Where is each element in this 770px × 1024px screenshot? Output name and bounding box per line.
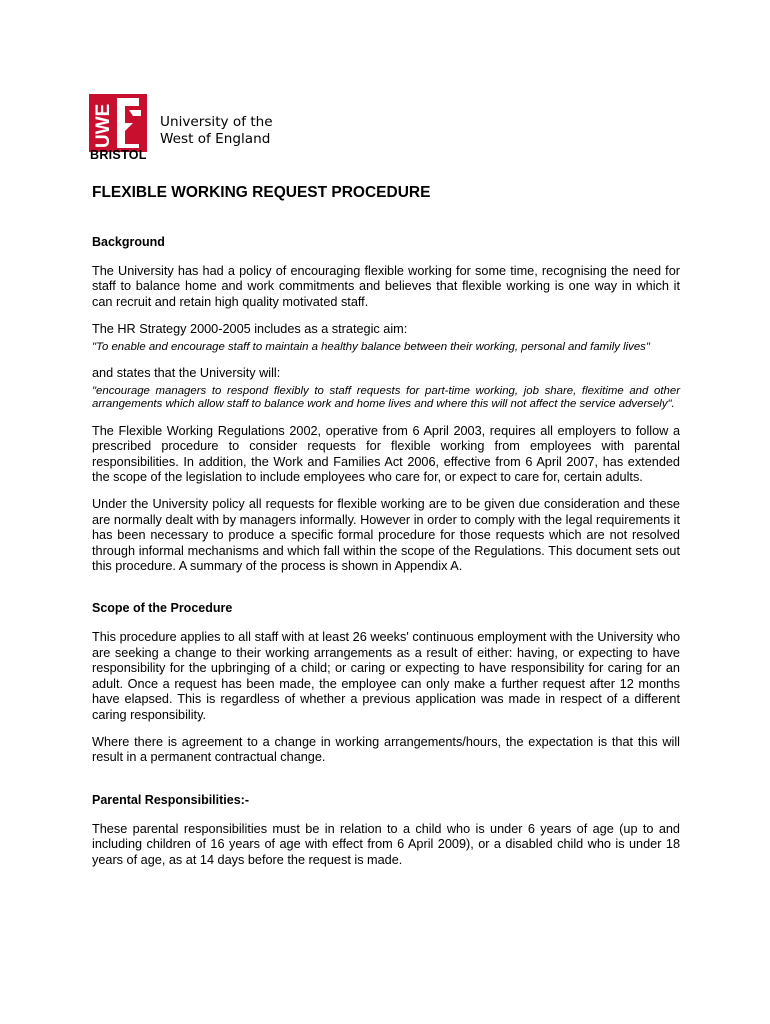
logo-university-name: [160, 114, 273, 148]
background-paragraph-2: The HR Strategy 2000-2005 includes as a strategic aim:: [92, 322, 408, 337]
parental-heading: Parental Responsibilities:-: [92, 792, 249, 807]
parental-paragraph-1: These parental responsibilities must be in relation to a child who is under 6 years of age (up to and including children of 16 years of age with effect from 6 April 2009), or a disabled child who is under 18 years of age, as at 14 days before the request is made.: [92, 821, 680, 867]
uwe-logo-icon: [89, 94, 147, 152]
strategic-aim-quote: "To enable and encourage staff to maintain a healthy balance between their working, personal and family lives": [92, 340, 650, 353]
logo-bristol-text: BRISTOL: [90, 148, 147, 162]
document-body: [92, 182, 680, 876]
background-paragraph-4: The Flexible Working Regulations 2002, operative from 6 April 2003, requires all employers to follow a prescribed procedure to consider requests for flexible working from employees with parental responsibilities. In addition, the Work and Families Act 2006, effective from 6 April 2007, has extended the scope of the legislation to include employees who care for, or expect to care for, certain adults.: [92, 423, 680, 485]
page-title: FLEXIBLE WORKING REQUEST PROCEDURE: [92, 184, 431, 201]
logo-mark-text: UWE: [93, 103, 114, 148]
logo-name-line2: West of England: [160, 131, 271, 147]
scope-paragraph-1: This procedure applies to all staff with at least 26 weeks' continuous employment with the University who are seeking a change to their working arrangements as a result of either: having, or expecting to have responsibility for the upbringing of a child; or caring or expecting to have responsibility for caring for an adult. Once a request has been made, the employee can only make a further request after 12 months have elapsed. This is regardless of whether a previous application was made in respect of a different caring responsibility.: [92, 630, 680, 722]
background-heading: Background: [92, 235, 165, 249]
scope-paragraph-2: Where there is agreement to a change in working arrangements/hours, the expectation is that this will result in a permanent contractual change.: [92, 734, 680, 765]
background-paragraph-3: and states that the University will:: [92, 366, 281, 381]
university-will-quote: "encourage managers to respond flexibly to staff requests for part-time working, job share, flexitime and other arrangements which allow staff to balance work and home lives and where this will not affect the service adversely".: [92, 384, 680, 411]
scope-heading: Scope of the Procedure: [92, 601, 233, 616]
background-paragraph-5: Under the University policy all requests for flexible working are to be given due consideration and these are normally dealt with by managers informally. However in order to comply with the legal requirements it has been necessary to produce a specific formal procedure for those requests which are not resolved through informal mechanisms and which fall within the scope of the Regulations. This document sets out this procedure. A summary of the process is shown in Appendix A.: [92, 497, 680, 574]
logo-name-line1: University of the: [160, 114, 273, 130]
background-paragraph-1: The University has had a policy of encouraging flexible working for some time, recognising the need for staff to balance home and work commitments and believes that flexible working is one way in which it can recruit and retain high quality motivated staff.: [92, 264, 680, 309]
uwe-logo: [89, 94, 279, 162]
